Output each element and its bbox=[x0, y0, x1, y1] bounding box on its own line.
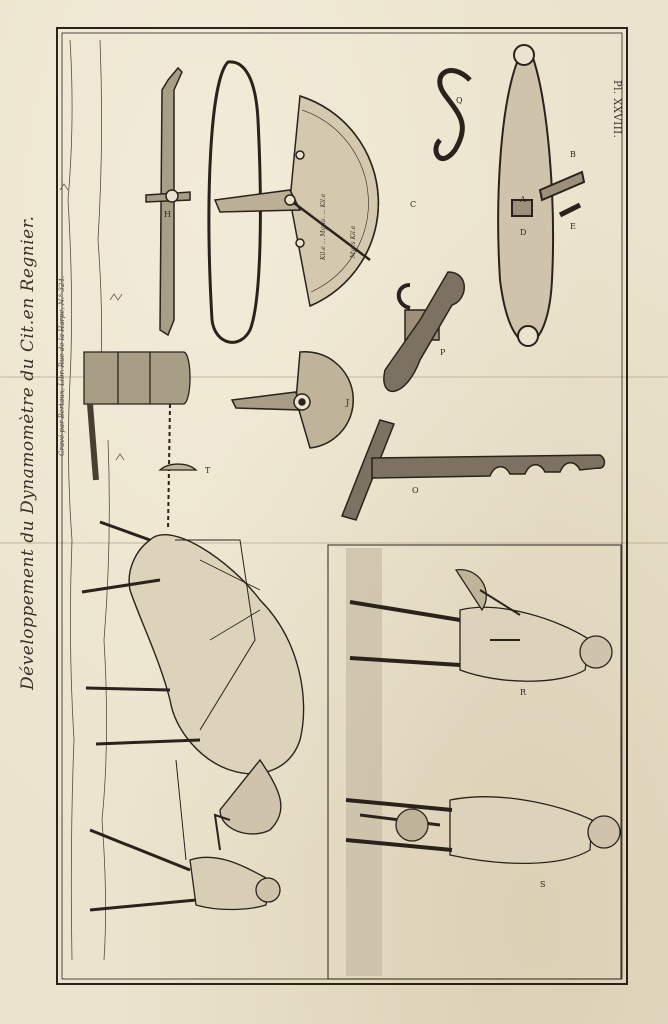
plate-number: Pl. XXVIII. bbox=[611, 80, 622, 139]
dial-scale-text: Myr.s Kil.e bbox=[350, 225, 357, 258]
figure-letter-d: D bbox=[520, 228, 527, 237]
figure-letter-j: J bbox=[346, 398, 350, 407]
figure-letter-q: Q bbox=[456, 96, 463, 105]
pointer-tool-h bbox=[146, 68, 190, 335]
dynamometer-ring-b bbox=[498, 45, 584, 346]
figure-letter-h: H bbox=[164, 210, 171, 219]
man-r-figure bbox=[350, 570, 612, 682]
figure-letter-c: C bbox=[410, 200, 417, 209]
s-hook-q bbox=[436, 71, 470, 159]
figure-letter-b: B bbox=[570, 150, 576, 159]
men-ground-strip bbox=[346, 548, 382, 976]
engraver-imprint: Gravé par Bertaux, Libr. Rue de la Harpe, N.° 324. bbox=[58, 275, 66, 456]
figure-letter-o: O bbox=[412, 486, 419, 495]
post-and-chain-t bbox=[84, 352, 196, 530]
handle-p bbox=[384, 272, 464, 391]
figure-letter-p: P bbox=[440, 348, 446, 357]
man-s-figure bbox=[346, 797, 620, 864]
figure-letter-t: T bbox=[205, 466, 211, 475]
hook-bar-o bbox=[342, 420, 604, 520]
small-dial-j bbox=[232, 352, 353, 448]
figure-letter-r: R bbox=[520, 688, 527, 697]
dial-inner-text: Kil.e ... Myria. ... Kil.e bbox=[320, 193, 327, 260]
horse-figure bbox=[82, 522, 304, 834]
figure-letter-e: E bbox=[570, 222, 576, 231]
dynamometer-dial-c bbox=[209, 62, 378, 342]
ground-strip bbox=[68, 40, 109, 960]
plate-caption: Développement du Dynamomètre du Cit.en Regnier. bbox=[18, 215, 38, 690]
figure-letter-s: S bbox=[540, 880, 546, 889]
figure-letter-a: A bbox=[520, 195, 526, 204]
